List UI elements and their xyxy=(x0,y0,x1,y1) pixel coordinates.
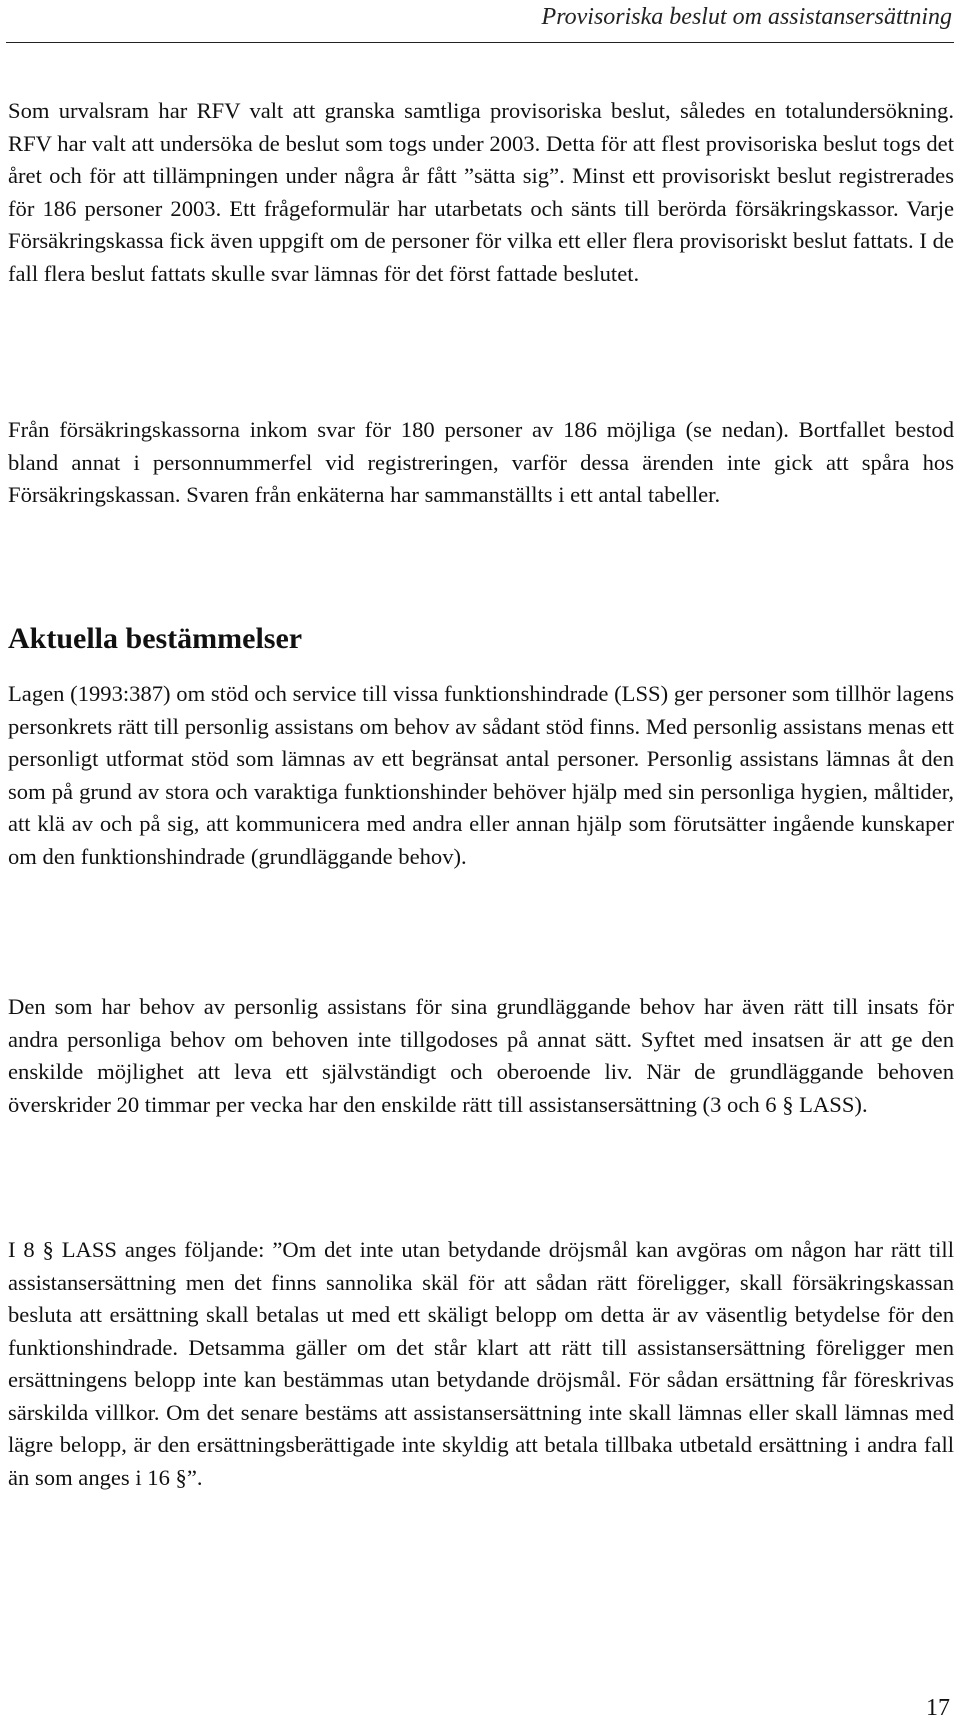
paragraph-assistance-needs: Den som har behov av personlig assistans för sina grundläggande behov har även rätt till insats för andra personliga behov om behoven inte tillgodoses på annat sätt. Syftet med insatsen är att ge den enskilde möjlighet att leva ett självständigt och oberoende liv. När de grundläggande behoven överskrider 20 timmar per vecka har den enskilde rätt till assistansersättning (3 och 6 § LASS). xyxy=(8,994,954,1117)
paragraph-sampling-frame: Som urvalsram har RFV valt att granska samtliga provisoriska beslut, således en totalundersökning. RFV har valt att undersöka de beslut som togs under 2003. Detta för att flest provisoriska beslut togs det året och för att tillämpningen under några år fått ”sätta sig”. Minst ett provisoriskt beslut registrerades för 186 personer 2003. Ett frågeformulär har utarbetats och sänts till berörda försäkringskassor. Varje Försäkringskassa fick även uppgift om de personer för vilka ett eller flera provisoriskt beslut fattats. I de fall flera beslut fattats skulle svar lämnas för det först fattade beslutet. xyxy=(8,98,954,286)
paragraph-lss-law: Lagen (1993:387) om stöd och service till vissa funktionshindrade (LSS) ger personer som tillhör lagens personkrets rätt till personlig assistans om behov av sådant stöd finns. Med personlig assistans menas ett personligt utformat stöd som lämnas av ett begränsat antal personer. Personlig assistans lämnas åt den som på grund av stora och varaktiga funktionshinder behöver hjälp med sin personliga hygien, måltider, att klä av och på sig, att kommunicera med andra eller annan hjälp som förutsätter ingående kunskaper om den funktionshindrade (grundläggande behov). xyxy=(8,681,954,869)
section-heading: Aktuella bestämmelser xyxy=(8,622,303,655)
paragraph-lass-section-8: I 8 § LASS anges följande: ”Om det inte utan betydande dröjsmål kan avgöras om någon har rätt till assistansersättning men det finns sannolika skäl för att sådan rätt föreligger, skall försäkringskassan besluta att ersättning skall betalas ut med ett skäligt belopp om detta är av väsentlig betydelse för den funktionshindrade. Detsamma gäller om det står klart att rätt till assistansersättning föreligger men ersättningens belopp inte kan bestämmas utan betydande dröjsmål. För sådan ersättning får föreskrivas särskilda villkor. Om det senare bestäms att assistansersättning inte skall lämnas eller skall lämnas med lägre belopp, är den ersättningsberättigade inte skyldig att betala tillbaka utbetald ersättning i andra fall än som anges i 16 §”. xyxy=(8,1237,954,1490)
paragraph-responses: Från försäkringskassorna inkom svar för 180 personer av 186 möjliga (se nedan). Bortfallet bestod bland annat i personnummerfel vid registreringen, varför dessa ärenden inte gick att spåra hos Försäkringskassan. Svaren från enkäterna har sammanställts i ett antal tabeller. xyxy=(8,417,954,507)
running-header-title: Provisoriska beslut om assistansersättning xyxy=(541,4,952,30)
page-number: 17 xyxy=(926,1695,950,1721)
header-divider xyxy=(6,42,954,43)
